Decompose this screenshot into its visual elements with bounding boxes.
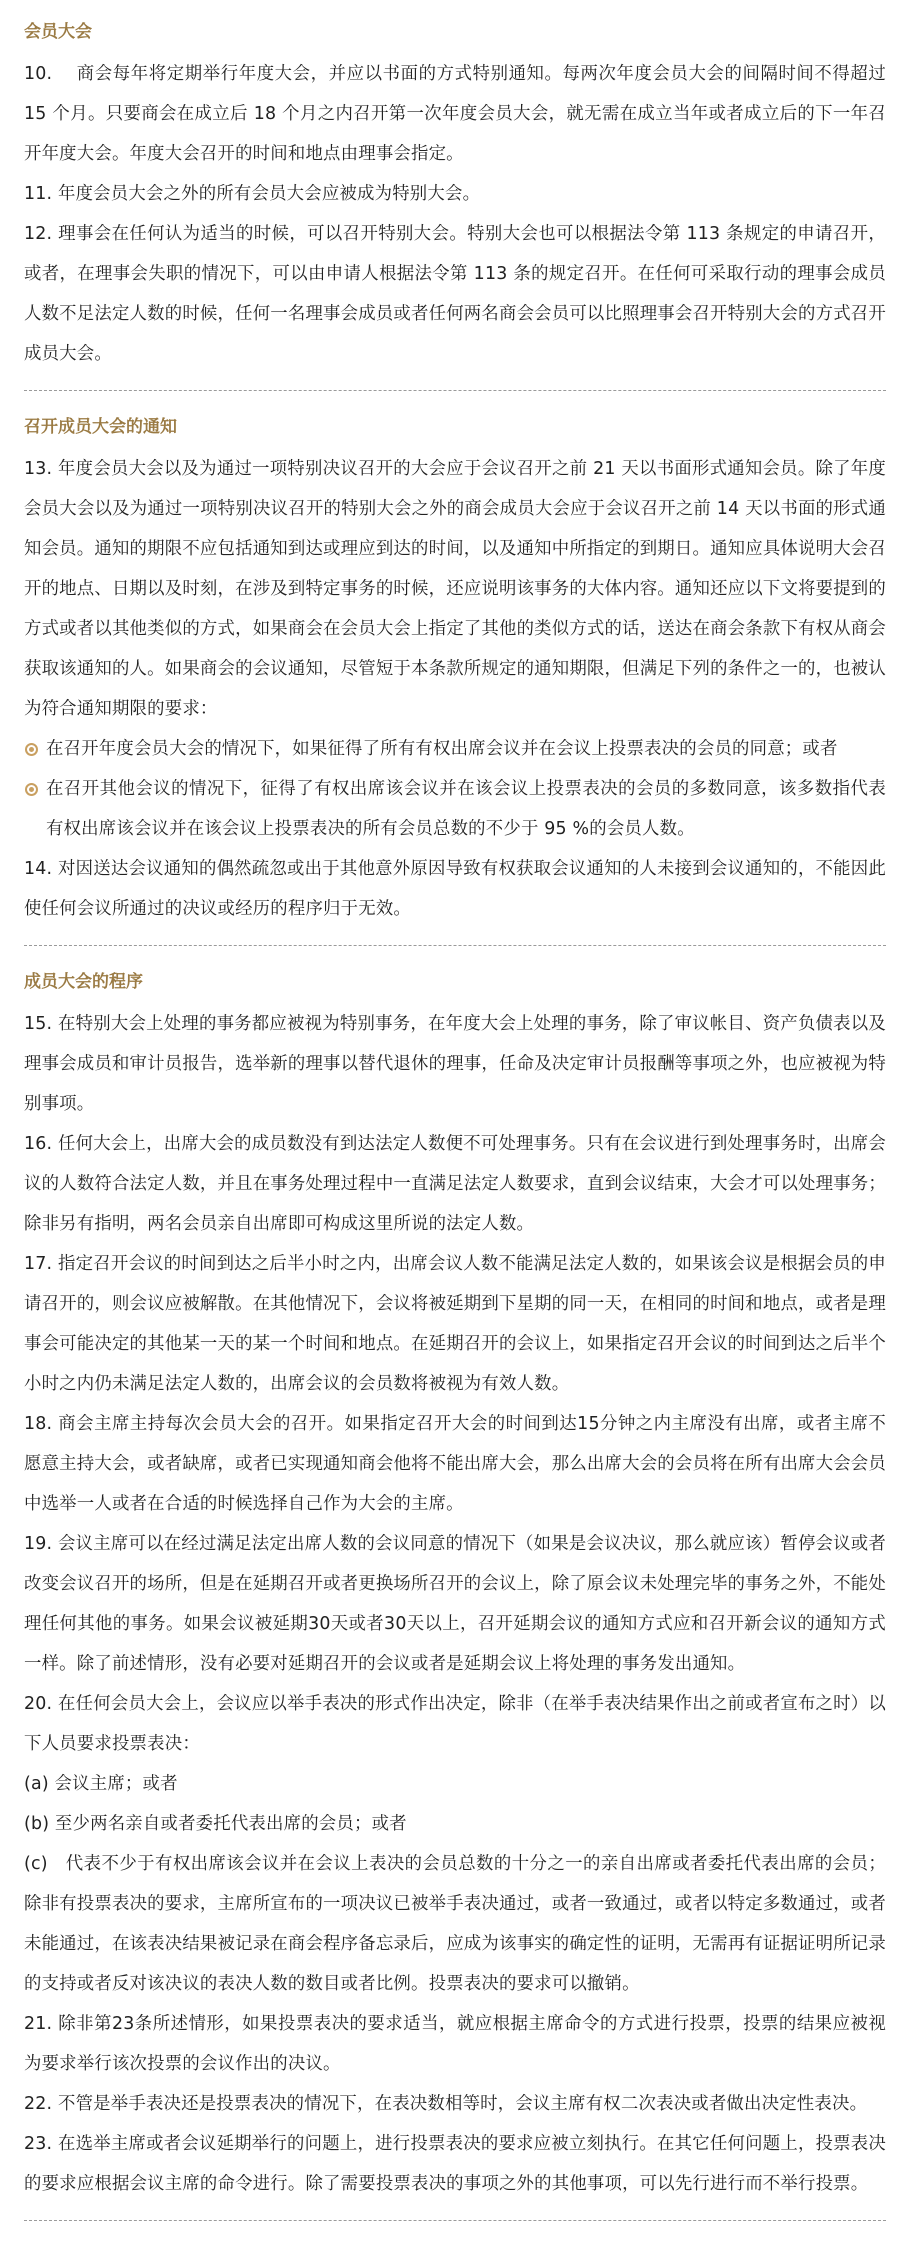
clause-20-b: (b) 至少两名亲自或者委托代表出席的会员；或者 [24,1814,407,1834]
section-title: 成员大会的程序 [24,972,143,992]
section-divider [24,2220,886,2221]
clause-16: 16. 任何大会上，出席大会的成员数没有到达法定人数便不可处理事务。只有在会议进行到处理事务时，出席会议的人数符合法定人数，并且在事务处理过程中一直满足法定人数要求，直到会议结束，大会才可以处理事务；除非另有指明，两名会员亲自出席即可构成这里所说的法定人数。 [24,1134,886,1234]
clause-20: 20. 在任何会员大会上，会议应以举手表决的形式作出决定，除非（在举手表决结果作出之前或者宣布之时）以下人员要求投票表决： [24,1694,886,1754]
clause-17: 17. 指定召开会议的时间到达之后半小时之内，出席会议人数不能满足法定人数的，如果该会议是根据会员的申请召开的，则会议应被解散。在其他情况下，会议将被延期到下星期的同一天，在相同的时间和地点，或者是理事会可能决定的其他某一天的某一个时间和地点。在延期召开的会议上，如果指定召开会议的时间到达之后半个小时之内仍未满足法定人数的，出席会议的会员数将被视为有效人数。 [24,1254,886,1394]
section-general-meeting [24,18,886,374]
clause-12: 12. 理事会在任何认为适当的时候，可以召开特别大会。特别大会也可以根据法令第 113 条规定的申请召开，或者，在理事会失职的情况下，可以由申请人根据法令第 113 条的规定召开。在任何可采取行动的理事会成员人数不足法定人数的时候，任何一名理事会成员或者任何两名商会会员可以比照理事会召开特别大会的方式召开成员大会。 [24,224,886,364]
section-divider [24,945,886,946]
clause-14: 14. 对因送达会议通知的偶然疏忽或出于其他意外原因导致有权获取会议通知的人未接到会议通知的，不能因此使任何会议所通过的决议或经历的程序归于无效。 [24,859,886,919]
section-meeting-procedure [24,968,886,2204]
clause-19: 19. 会议主席可以在经过满足法定出席人数的会议同意的情况下（如果是会议决议，那么就应该）暂停会议或者改变会议召开的场所，但是在延期召开或者更换场所召开的会议上，除了原会议未处理完毕的事务之外，不能处理任何其他的事务。如果会议被延期30天或者30天以上，召开延期会议的通知方式应和召开新会议的通知方式一样。除了前述情形，没有必要对延期召开的会议或者是延期会议上将处理的事务发出通知。 [24,1534,886,1674]
bullet-text: 在召开年度会员大会的情况下，如果征得了所有有权出席会议并在会议上投票表决的会员的同意；或者 [46,739,838,759]
section-title: 召开成员大会的通知 [24,417,177,437]
clause-15: 15. 在特别大会上处理的事务都应被视为特别事务，在年度大会上处理的事务，除了审议帐目、资产负债表以及理事会成员和审计员报告，选举新的理事以替代退休的理事，任命及决定审计员报酬等事项之外，也应被视为特别事项。 [24,1014,886,1114]
clause-23: 23. 在选举主席或者会议延期举行的问题上，进行投票表决的要求应被立刻执行。在其它任何问题上，投票表决的要求应根据会议主席的命令进行。除了需要投票表决的事项之外的其他事项，可以先行进行而不举行投票。 [24,2134,886,2194]
clause-20-a: (a) 会议主席；或者 [24,1774,178,1794]
section-meeting-notice [24,413,886,929]
clause-13: 13. 年度会员大会以及为通过一项特别决议召开的大会应于会议召开之前 21 天以书面形式通知会员。除了年度会员大会以及为通过一项特别决议召开的特别大会之外的商会成员大会应于会议召开之前 14 天以书面的形式通知会员。通知的期限不应包括通知到达或理应到达的时间，以及通知中所指定的到期日。通知应具体说明大会召开的地点、日期以及时刻，在涉及到特定事务的时候，还应说明该事务的大体内容。通知还应以下文将要提到的方式或者以其他类似的方式，如果商会在会员大会上指定了其他的类似方式的话，送达在商会条款下有权从商会获取该通知的人。如果商会的会议通知，尽管短于本条款所规定的通知期限，但满足下列的条件之一的，也被认为符合通知期限的要求： [24,459,886,719]
section-title: 会员大会 [24,22,92,42]
bullet-text: 在召开其他会议的情况下，征得了有权出席该会议并在该会议上投票表决的会员的多数同意，该多数指代表有权出席该会议并在该会议上投票表决的所有会员总数的不少于 95 %的会员人数。 [46,779,886,839]
bullet-circle-icon [25,783,38,796]
clause-21: 21. 除非第23条所述情形，如果投票表决的要求适当，就应根据主席命令的方式进行投票，投票的结果应被视为要求举行该次投票的会议作出的决议。 [24,2014,886,2074]
bullet-item-annual-meeting [24,729,886,769]
clause-22: 22. 不管是举手表决还是投票表决的情况下，在表决数相等时，会议主席有权二次表决或者做出决定性表决。 [24,2094,868,2114]
clause-11: 11. 年度会员大会之外的所有会员大会应被成为特别大会。 [24,184,481,204]
clause-10: 10. 商会每年将定期举行年度大会，并应以书面的方式特别通知。每两次年度会员大会的间隔时间不得超过 15 个月。只要商会在成立后 18 个月之内召开第一次年度会员大会，就无需在成立当年或者成立后的下一年召开年度大会。年度大会召开的时间和地点由理事会指定。 [24,64,886,164]
bullet-circle-icon [25,743,38,756]
bullet-item-other-meeting [24,769,886,849]
section-divider [24,390,886,391]
clause-20-c: (c) 代表不少于有权出席该会议并在会议上表决的会员总数的十分之一的亲自出席或者委托代表出席的会员；除非有投票表决的要求，主席所宣布的一项决议已被举手表决通过，或者一致通过，或者以特定多数通过，或者未能通过，在该表决结果被记录在商会程序备忘录后，应成为该事实的确定性的证明，无需再有证据证明所记录的支持或者反对该决议的表决人数的数目或者比例。投票表决的要求可以撤销。 [24,1854,886,1994]
clause-18: 18. 商会主席主持每次会员大会的召开。如果指定召开大会的时间到达15分钟之内主席没有出席，或者主席不愿意主持大会，或者缺席，或者已实现通知商会他将不能出席大会，那么出席大会的会员将在所有出席大会会员中选举一人或者在合适的时候选择自己作为大会的主席。 [24,1414,886,1514]
